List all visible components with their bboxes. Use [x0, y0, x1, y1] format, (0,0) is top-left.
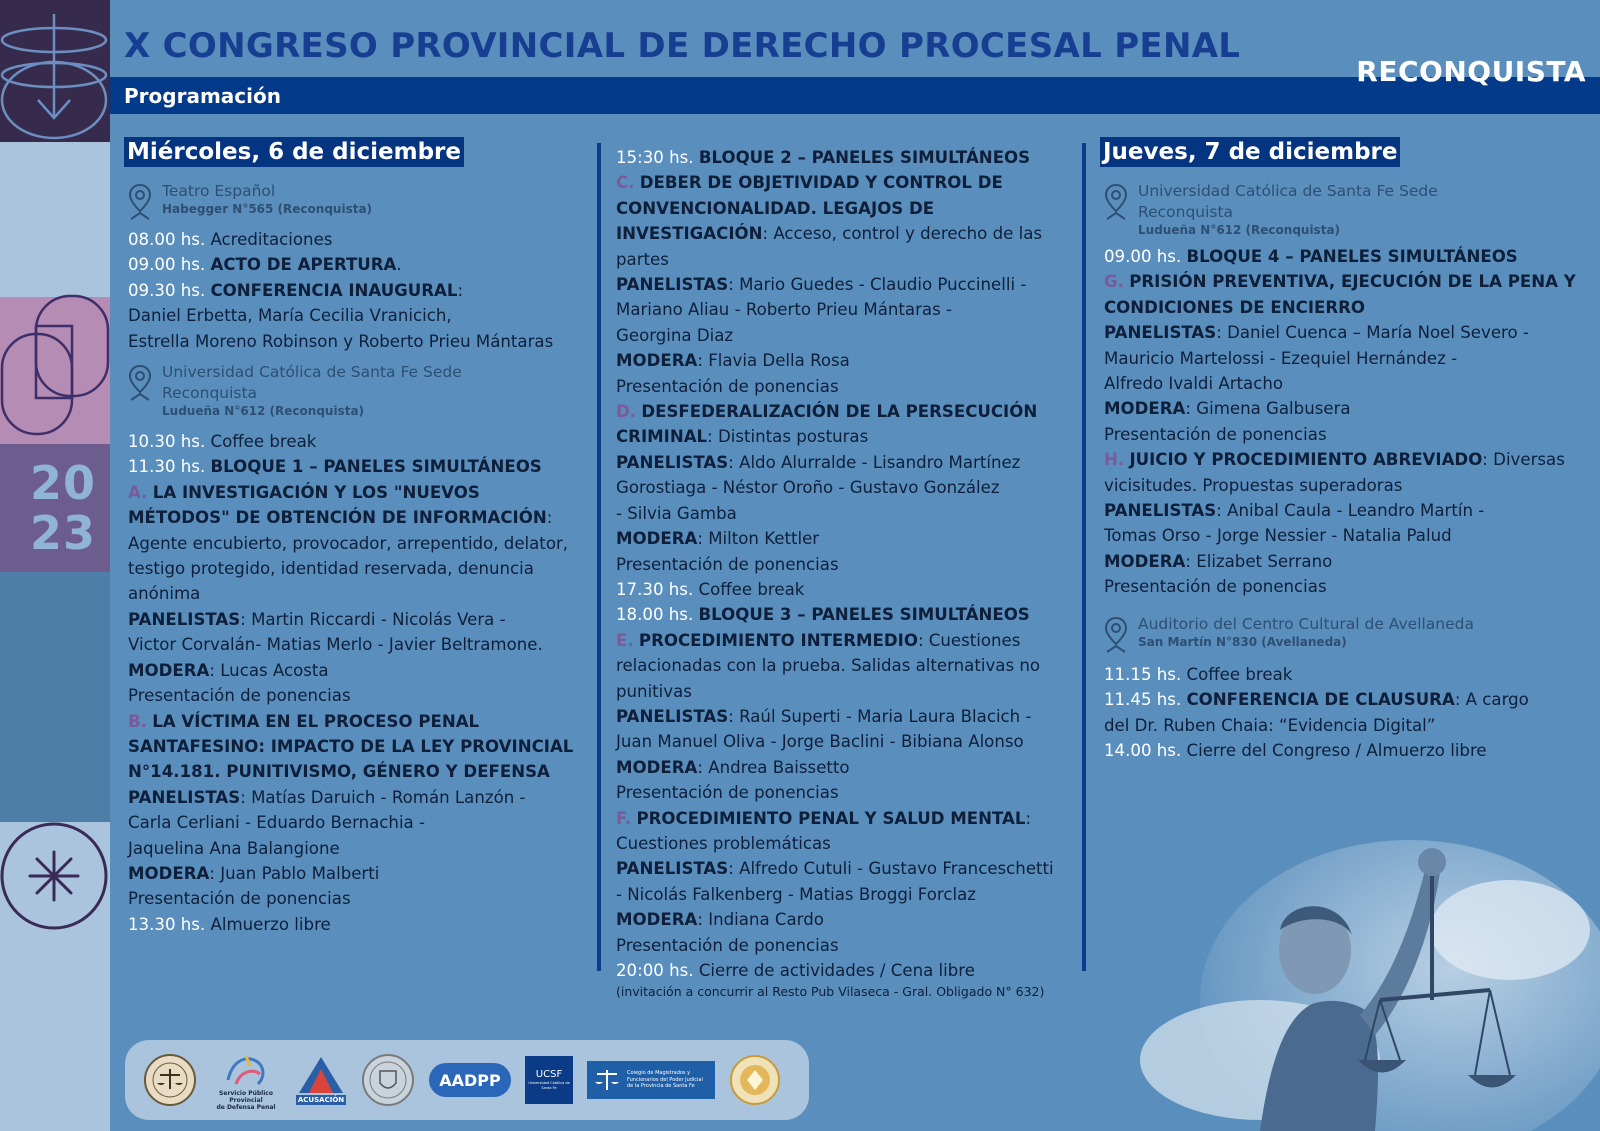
column-divider [597, 143, 601, 971]
panelists: Georgina Diaz [616, 325, 734, 345]
page-title: X CONGRESO PROVINCIAL DE DERECHO PROCESAL PENAL [124, 26, 1241, 66]
panel-title: CONVENCIONALIDAD. LEGAJOS DE [616, 198, 935, 218]
panelists: PANELISTAS: Mario Guedes - Claudio Puccinelli - [616, 275, 1027, 295]
logo-caption: AADPP [439, 1070, 501, 1090]
panelists: - Nicolás Falkenberg - Matias Broggi Forclaz [616, 884, 976, 904]
panel-description: punitivas [616, 681, 692, 701]
escudo-logo [361, 1053, 415, 1107]
panel-title: H. JUICIO Y PROCEDIMIENTO ABREVIADO: Diversas [1104, 450, 1565, 470]
moderator: MODERA: Gimena Galbusera [1104, 399, 1351, 419]
logo-caption: UCSF [535, 1069, 563, 1080]
schedule-item: 13.30 hs. Almuerzo libre [128, 914, 331, 934]
moderator: MODERA: Lucas Acosta [128, 660, 329, 680]
panel-description: Cuestiones problemáticas [616, 833, 831, 853]
logo-caption: Colegio de Magistrados y [627, 1070, 691, 1077]
moderator: MODERA: Flavia Della Rosa [616, 351, 850, 371]
logo-caption: ACUSACIÓN [297, 1096, 345, 1104]
dinner-note: (invitación a concurrir al Resto Pub Vilaseca - Gral. Obligado N° 632) [616, 984, 1045, 1000]
location-pin-icon [1104, 183, 1128, 221]
panel-title: INVESTIGACIÓN: Acceso, control y derecho de las [616, 224, 1043, 244]
panelists: Juan Manuel Oliva - Jorge Baclini - Bibiana Alonso [616, 732, 1024, 752]
schedule-item: 11.45 hs. CONFERENCIA DE CLAUSURA: A cargo [1104, 690, 1529, 710]
panel-title: C. DEBER DE OBJETIVIDAD Y CONTROL DE [616, 173, 1003, 193]
colegio-magistrados-logo [587, 1061, 715, 1099]
day1-column [124, 137, 584, 937]
schedule-item: 09.00 hs. BLOQUE 4 – PANELES SIMULTÁNEOS [1104, 247, 1518, 266]
presentations: Presentación de ponencias [1104, 424, 1327, 444]
speakers: Estrella Moreno Robinson y Roberto Prieu Mántaras [128, 331, 554, 351]
location-pin-icon [128, 364, 152, 402]
venue-address: Habegger N°565 (Reconquista) [162, 202, 373, 216]
presentations: Presentación de ponencias [128, 686, 351, 706]
panelists: PANELISTAS: Daniel Cuenca – María Noel Severo - [1104, 323, 1529, 343]
panel-title: CONDICIONES DE ENCIERRO [1104, 297, 1365, 317]
location-pin-icon [128, 183, 152, 221]
panel-title: A. LA INVESTIGACIÓN Y LOS "NUEVOS [128, 482, 480, 502]
panelists: PANELISTAS: Raúl Superti - Maria Laura Blacich - [616, 706, 1032, 726]
panelists: - Silvia Gamba [616, 503, 737, 523]
logo-caption: de la Provincia de Santa Fe [627, 1083, 695, 1090]
panel-description: anónima [128, 584, 201, 604]
rounded-shapes-icon [0, 294, 110, 444]
venue-name: Universidad Católica de Santa Fe Sede [1138, 182, 1438, 200]
aadpp-logo [429, 1063, 511, 1097]
schedule-item-detail: del Dr. Ruben Chaia: “Evidencia Digital” [1104, 715, 1436, 735]
panel-title: CRIMINAL: Distintas posturas [616, 427, 869, 447]
venue-name: Auditorio del Centro Cultural de Avellaneda [1138, 614, 1475, 633]
panel-title: D. DESFEDERALIZACIÓN DE LA PERSECUCIÓN [616, 402, 1038, 422]
presentations: Presentación de ponencias [616, 935, 839, 955]
venue-name: Teatro Español [162, 182, 276, 200]
panel-title: N°14.181. PUNITIVISMO, GÉNERO Y DEFENSA [128, 762, 550, 782]
panelists: PANELISTAS: Aldo Alurralde - Lisandro Martínez [616, 452, 1021, 472]
triangle-icon [297, 1055, 345, 1095]
logo-caption: Funcionarios del Poder Judicial [627, 1076, 703, 1083]
day2-column [1100, 137, 1580, 763]
colegio-gold-logo [729, 1054, 781, 1106]
venue-name: Reconquista [162, 384, 258, 403]
panel-description: Agente encubierto, provocador, arrepentido, delator, [128, 533, 569, 553]
venue [1104, 614, 1580, 654]
panelists: Gorostiaga - Néstor Oroño - Gustavo González [616, 478, 1000, 498]
spiral-arrow-icon [0, 0, 110, 142]
strip-block-blue [0, 572, 110, 822]
presentations: Presentación de ponencias [616, 554, 839, 574]
panelists: Carla Cerliani - Eduardo Bernachia - [128, 813, 425, 833]
presentations: Presentación de ponencias [128, 889, 351, 909]
logo-caption: Universidad Católica de Santa Fe [528, 1081, 570, 1090]
schedule-item: 09.00 hs. ACTO DE APERTURA. [128, 255, 402, 275]
defensa-penal-logo [211, 1050, 281, 1111]
year-badge [30, 458, 96, 558]
schedule-item: 20:00 hs. Cierre de actividades / Cena libre [616, 961, 975, 980]
panelists: Mauricio Martelossi - Ezequiel Hernández - [1104, 348, 1458, 368]
panelists: PANELISTAS: Alfredo Cutuli - Gustavo Franceschetti [616, 859, 1054, 879]
panelists: PANELISTAS: Anibal Caula - Leandro Martín - [1104, 501, 1485, 521]
panelists: Mariano Aliau - Roberto Prieu Mántaras - [616, 300, 952, 320]
moderator: MODERA: Juan Pablo Malberti [128, 863, 380, 883]
column-divider [1082, 143, 1086, 971]
panelists: Tomas Orso - Jorge Nessier - Natalia Palud [1104, 526, 1452, 546]
panelists: Victor Corvalán- Matias Merlo - Javier Beltramone. [128, 635, 543, 655]
schedule-item: 18.00 hs. BLOQUE 3 – PANELES SIMULTÁNEOS [616, 605, 1030, 625]
venue-name: Universidad Católica de Santa Fe Sede [162, 363, 462, 382]
logo-caption: Servicio Público Provincial [219, 1089, 273, 1104]
panelists: PANELISTAS: Matías Daruich - Román Lanzón - [128, 787, 526, 807]
venue [1104, 181, 1580, 238]
panel-title: MÉTODOS" DE OBTENCIÓN DE INFORMACIÓN: [128, 508, 553, 528]
strip-block-light [0, 142, 110, 297]
venue-address: Ludueña N°612 (Reconquista) [162, 404, 365, 419]
panel-description: relacionadas con la prueba. Salidas alternativas no [616, 656, 1041, 676]
presentations: Presentación de ponencias [616, 376, 839, 396]
day-heading: Miércoles, 6 de diciembre [124, 137, 464, 167]
venue-name: Reconquista [1138, 203, 1234, 221]
day1-afternoon-column [612, 145, 1072, 1001]
schedule-item: 14.00 hs. Cierre del Congreso / Almuerzo libre [1104, 740, 1487, 760]
venue [128, 362, 584, 419]
panel-title: G. PRISIÓN PREVENTIVA, EJECUCIÓN DE LA PENA Y [1104, 272, 1576, 292]
schedule-item: 11.15 hs. Coffee break [1104, 664, 1293, 684]
asterisk-icon [0, 822, 110, 932]
moderator: MODERA: Elizabet Serrano [1104, 551, 1333, 571]
schedule-item: 11.30 hs. BLOQUE 1 – PANELES SIMULTÁNEOS [128, 457, 542, 477]
panel-title: F. PROCEDIMIENTO PENAL Y SALUD MENTAL: [616, 808, 1032, 828]
presentations: Presentación de ponencias [1104, 577, 1327, 597]
year-top: 20 [30, 456, 97, 510]
venue-address: Ludueña N°612 (Reconquista) [1138, 223, 1341, 237]
panel-title: SANTAFESINO: IMPACTO DE LA LEY PROVINCIAL [128, 736, 574, 756]
venue [128, 181, 584, 221]
schedule-item: 15:30 hs. BLOQUE 2 – PANELES SIMULTÁNEOS [616, 148, 1031, 167]
presentations: Presentación de ponencias [616, 783, 839, 803]
acusacion-logo [295, 1055, 347, 1105]
panel-description: partes [616, 249, 669, 269]
venue-address: San Martín N°830 (Avellaneda) [1138, 634, 1347, 649]
logo-caption: de Defensa Penal [216, 1103, 276, 1111]
justice-statue-image [1110, 810, 1600, 1131]
panel-description: testigo protegido, identidad reservada, denuncia [128, 559, 534, 579]
hand-icon [222, 1050, 270, 1090]
schedule-item: 08.00 hs. Acreditaciones [128, 230, 333, 249]
panel-title: E. PROCEDIMIENTO INTERMEDIO: Cuestiones [616, 630, 1021, 650]
speakers: Daniel Erbetta, María Cecilia Vranicich, [128, 306, 452, 326]
sponsor-logos-bar [125, 1040, 809, 1120]
colegio-abogados-logo [143, 1053, 197, 1107]
year-bottom: 23 [30, 506, 97, 560]
ucsf-logo [525, 1056, 573, 1104]
decorative-strip [0, 0, 110, 1131]
program-label: Programación [124, 84, 281, 108]
scales-icon [593, 1066, 621, 1094]
panelists: Alfredo Ivaldi Artacho [1104, 374, 1283, 394]
schedule-item: 17.30 hs. Coffee break [616, 579, 805, 599]
panelists: PANELISTAS: Martin Riccardi - Nicolás Vera - [128, 609, 506, 629]
moderator: MODERA: Andrea Baissetto [616, 757, 850, 777]
city-label: RECONQUISTA [1356, 55, 1586, 88]
schedule-item: 09.30 hs. CONFERENCIA INAUGURAL: [128, 280, 464, 300]
moderator: MODERA: Indiana Cardo [616, 910, 824, 930]
moderator: MODERA: Milton Kettler [616, 529, 820, 549]
panelists: Jaquelina Ana Balangione [128, 838, 340, 858]
schedule-item: 10.30 hs. Coffee break [128, 432, 317, 452]
location-pin-icon [1104, 616, 1128, 654]
day-heading: Jueves, 7 de diciembre [1100, 137, 1400, 167]
panel-description: vicisitudes. Propuestas superadoras [1104, 475, 1403, 495]
panel-title: B. LA VÍCTIMA EN EL PROCESO PENAL [128, 711, 480, 731]
